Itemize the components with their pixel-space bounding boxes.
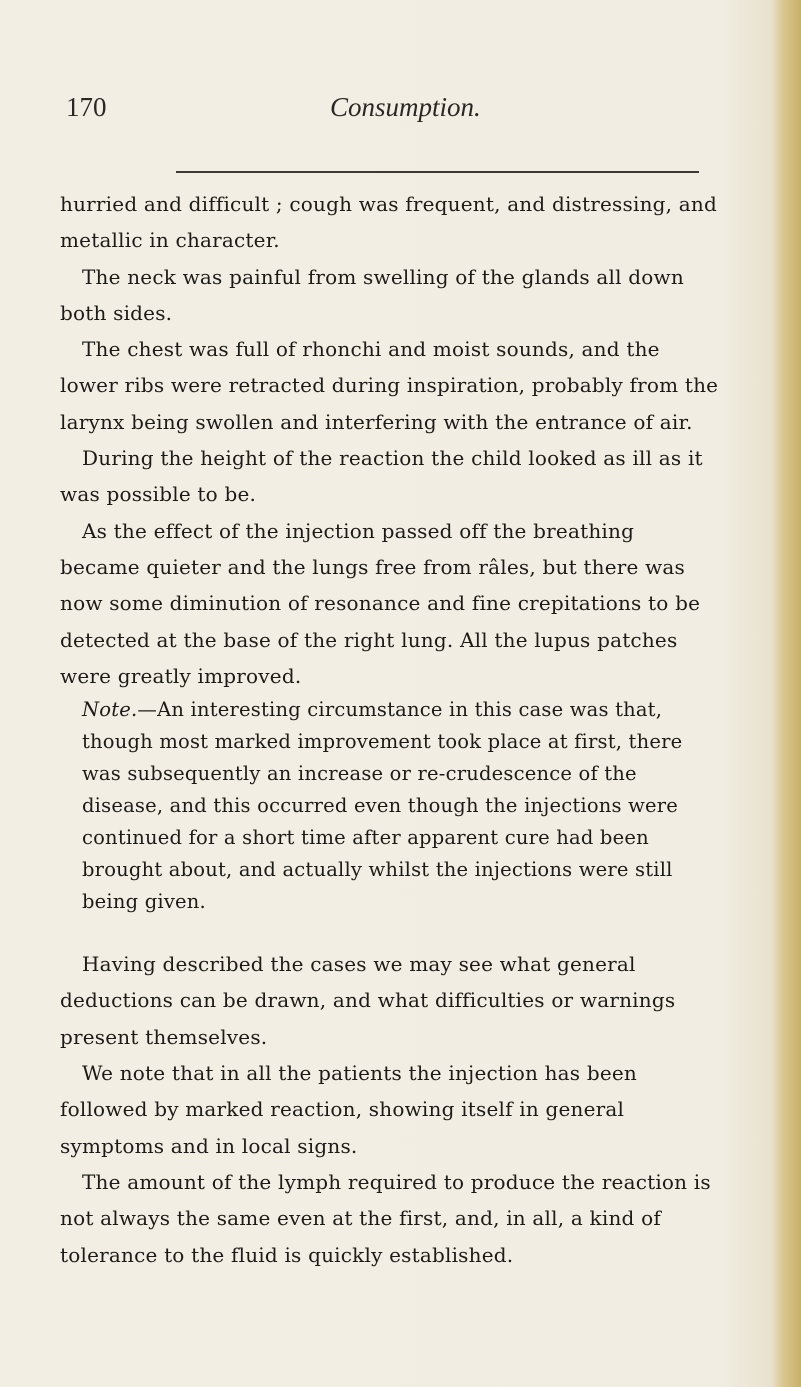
paragraph: The chest was full of rhonchi and moist sounds, and the lower ribs were retracted during inspiration, probably from the larynx being swollen and interfering with the entrance of air. (60, 337, 719, 434)
page-edge (773, 0, 801, 1387)
running-head: Consumption. (330, 92, 481, 122)
paragraph: The amount of the lymph required to produce the reaction is not always the same even at the first, and, in all, a kind of tolerance to the fluid is quickly established. (60, 1169, 711, 1267)
paragraph: We note that in all the patients the injection has been followed by marked reaction, showing itself in general symptoms and in local signs. (60, 1061, 637, 1158)
note-text: —An interesting circumstance in this case was that, though most marked improvement took place at first, there was subsequently an increase or re-crudescence of the disease, and this occurred even though the injections were continued for a short time after apparent cure had been brought about, and actually whilst the injections were still being given. (82, 698, 683, 914)
page-number: 170 (66, 92, 107, 122)
paragraph: hurried and difficult ; cough was frequent, and distressing, and metallic in character. (60, 192, 717, 253)
paragraph: The neck was painful from swelling of the glands all down both sides. (60, 264, 684, 325)
paragraph: Having described the cases we may see what general deductions can be drawn, and what difficulties or warnings present themselves. (60, 952, 676, 1049)
paragraph: As the effect of the injection passed off the breathing became quieter and the lungs free from râles, but there was now some diminution of resonance and fine crepitations to be detected at the base of the right lung. All the lupus patches were greatly improved. (60, 518, 701, 688)
note-label: Note. (82, 698, 138, 722)
note-paragraph (82, 694, 704, 918)
paragraph: During the height of the reaction the child looked as ill as it was possible to be. (60, 446, 703, 507)
header-rule (176, 171, 699, 173)
body-text (60, 186, 720, 1273)
page-header (66, 92, 726, 140)
